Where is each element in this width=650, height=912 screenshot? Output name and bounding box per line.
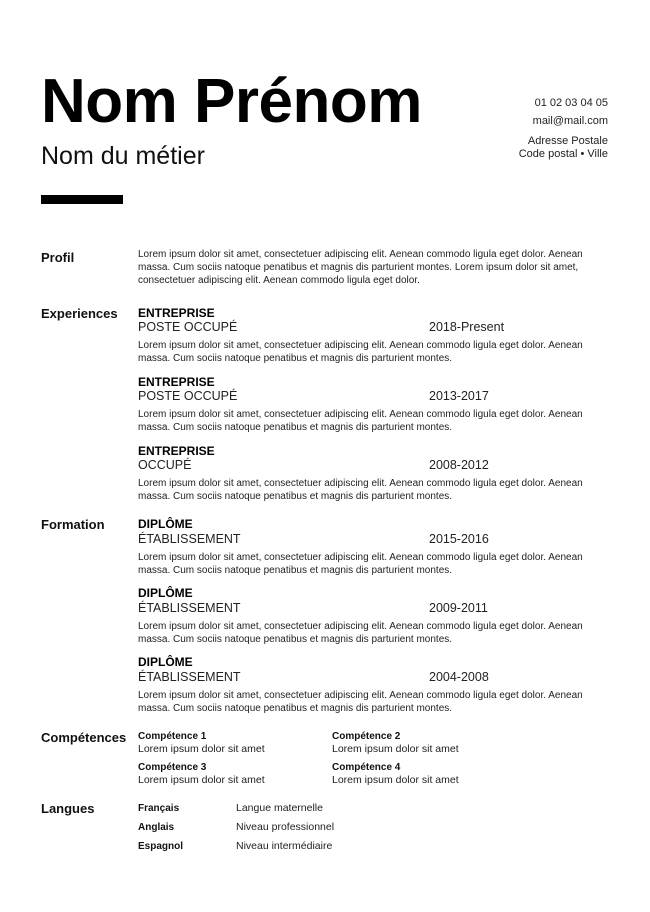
- education-degree: DIPLÔME: [138, 517, 193, 531]
- language-name: Anglais: [138, 822, 175, 833]
- experience-position: POSTE OCCUPÉ: [138, 389, 238, 403]
- section-title-profile: Profil: [41, 250, 75, 265]
- language-level: Niveau intermédiaire: [236, 840, 333, 852]
- address-line-2: Code postal • Ville: [518, 148, 608, 160]
- experience-position: POSTE OCCUPÉ: [138, 320, 238, 334]
- experience-dates: 2008-2012: [429, 458, 489, 472]
- language-name: Français: [138, 803, 180, 814]
- skill-name: Compétence 2: [332, 731, 401, 742]
- education-description: Lorem ipsum dolor sit amet, consectetuer adipiscing elit. Aenean commodo ligula eget dolor. Aenean massa. Cum sociis natoque penatibus et magnis dis parturient montes.: [138, 690, 583, 714]
- section-title-skills: Compétences: [41, 730, 127, 745]
- education-description: Lorem ipsum dolor sit amet, consectetuer adipiscing elit. Aenean commodo ligula eget dolor. Aenean massa. Cum sociis natoque penatibus et magnis dis parturient montes.: [138, 552, 583, 576]
- education-degree: DIPLÔME: [138, 655, 193, 669]
- experience-description: Lorem ipsum dolor sit amet, consectetuer adipiscing elit. Aenean commodo ligula eget dolor. Aenean massa. Cum sociis natoque penatibus et magnis dis parturient montes.: [138, 409, 583, 433]
- section-title-education: Formation: [41, 517, 105, 532]
- language-level: Langue maternelle: [236, 802, 323, 814]
- education-degree: DIPLÔME: [138, 586, 193, 600]
- experience-description: Lorem ipsum dolor sit amet, consectetuer adipiscing elit. Aenean commodo ligula eget dolor. Aenean massa. Cum sociis natoque penatibus et magnis dis parturient montes.: [138, 478, 583, 502]
- experience-company: ENTREPRISE: [138, 375, 215, 389]
- skill-description: Lorem ipsum dolor sit amet: [332, 774, 459, 786]
- skill-description: Lorem ipsum dolor sit amet: [138, 743, 265, 755]
- education-school: ÉTABLISSEMENT: [138, 601, 241, 615]
- section-title-experiences: Experiences: [41, 306, 118, 321]
- experience-dates: 2018-Present: [429, 320, 505, 334]
- language-name: Espagnol: [138, 841, 184, 852]
- education-school: ÉTABLISSEMENT: [138, 670, 241, 684]
- language-level: Niveau professionnel: [236, 821, 335, 833]
- education-dates: 2004-2008: [429, 670, 489, 684]
- profile-text: Lorem ipsum dolor sit amet, consectetuer adipiscing elit. Aenean commodo ligula eget dolor. Aenean massa. Cum sociis natoque penatibus et magnis dis parturient montes. Lorem ipsum dolor sit amet, consectetuer adipiscing elit. Aenean commodo ligula eget dolor.: [138, 249, 583, 286]
- job-title: Nom du métier: [41, 142, 205, 170]
- title-underline-bar: [41, 195, 123, 204]
- experience-company: ENTREPRISE: [138, 444, 215, 458]
- address-line-1: Adresse Postale: [527, 135, 608, 147]
- experience-position: OCCUPÉ: [138, 458, 192, 472]
- experience-company: ENTREPRISE: [138, 306, 215, 320]
- skill-name: Compétence 4: [332, 762, 401, 773]
- skill-name: Compétence 3: [138, 762, 207, 773]
- experience-description: Lorem ipsum dolor sit amet, consectetuer adipiscing elit. Aenean commodo ligula eget dolor. Aenean massa. Cum sociis natoque penatibus et magnis dis parturient montes.: [138, 340, 583, 364]
- experience-dates: 2013-2017: [429, 389, 489, 403]
- section-title-languages: Langues: [41, 801, 95, 816]
- skill-description: Lorem ipsum dolor sit amet: [332, 743, 459, 755]
- skill-name: Compétence 1: [138, 731, 207, 742]
- skill-description: Lorem ipsum dolor sit amet: [138, 774, 265, 786]
- education-description: Lorem ipsum dolor sit amet, consectetuer adipiscing elit. Aenean commodo ligula eget dolor. Aenean massa. Cum sociis natoque penatibus et magnis dis parturient montes.: [138, 621, 583, 645]
- education-dates: 2009-2011: [429, 601, 488, 615]
- education-dates: 2015-2016: [429, 532, 489, 546]
- email-address: mail@mail.com: [532, 115, 608, 127]
- education-school: ÉTABLISSEMENT: [138, 532, 241, 546]
- phone-number: 01 02 03 04 05: [534, 97, 608, 109]
- full-name: Nom Prénom: [41, 67, 422, 136]
